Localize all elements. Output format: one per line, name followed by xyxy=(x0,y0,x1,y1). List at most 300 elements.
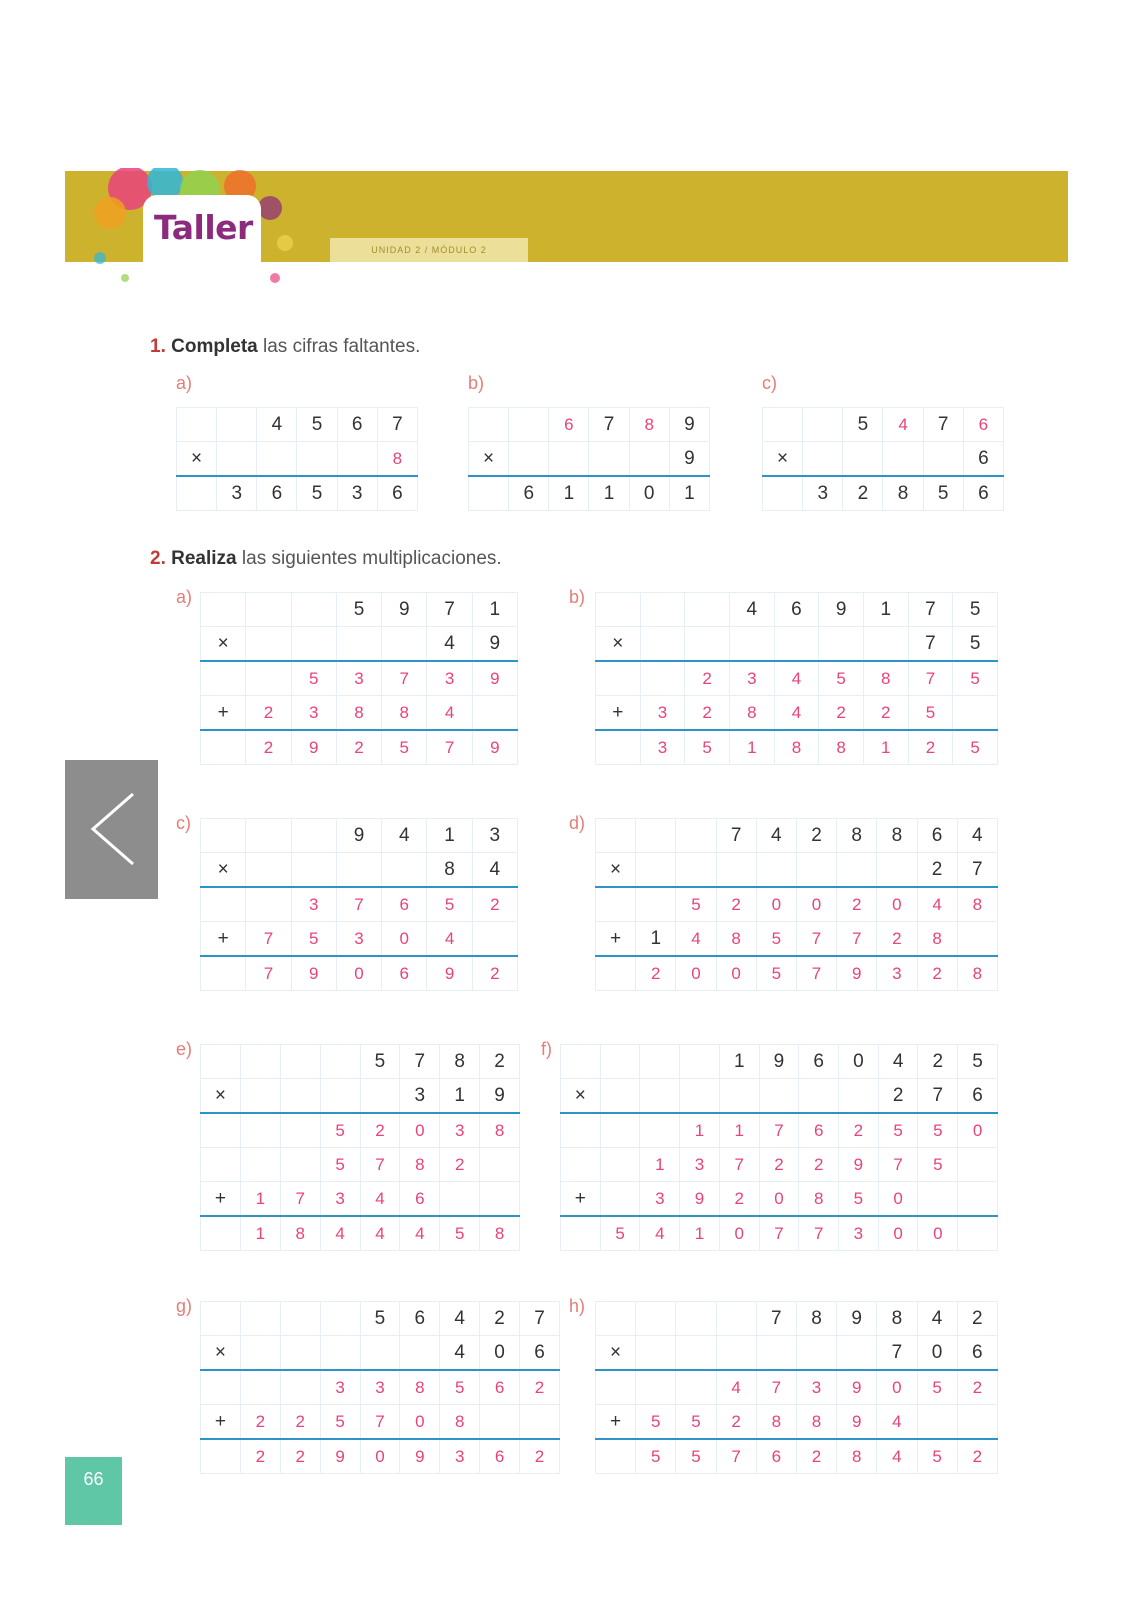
answer-digit[interactable]: 9 xyxy=(680,1182,720,1217)
answer-digit[interactable] xyxy=(520,1405,560,1440)
answer-digit[interactable]: 8 xyxy=(440,1405,480,1440)
digit-cell xyxy=(336,853,381,888)
multiply-sign: × xyxy=(596,1336,636,1371)
answer-digit[interactable] xyxy=(600,1148,640,1182)
answer-digit[interactable]: 7 xyxy=(716,1439,756,1474)
answer-digit[interactable]: 5 xyxy=(676,1405,716,1440)
grid-row xyxy=(201,1439,560,1474)
answer-digit[interactable]: 5 xyxy=(382,730,427,765)
answer-digit[interactable]: 2 xyxy=(520,1439,560,1474)
answer-digit[interactable]: 0 xyxy=(676,956,716,991)
answer-digit[interactable]: 8 xyxy=(957,887,997,922)
answer-digit[interactable]: 4 xyxy=(774,661,819,696)
digit-cell xyxy=(883,442,923,477)
digit-cell xyxy=(217,408,257,442)
digit-cell xyxy=(600,1045,640,1079)
answer-digit[interactable]: 2 xyxy=(472,887,517,922)
answer-digit[interactable]: 0 xyxy=(796,887,836,922)
digit-cell xyxy=(561,1045,601,1079)
answer-digit[interactable] xyxy=(958,1148,998,1182)
answer-digit[interactable]: 2 xyxy=(863,696,908,731)
grid-row xyxy=(201,1336,560,1371)
answer-digit[interactable]: 4 xyxy=(676,922,716,957)
answer-digit[interactable]: 1 xyxy=(240,1216,280,1251)
answer-digit[interactable]: 3 xyxy=(291,696,336,731)
answer-digit[interactable]: 0 xyxy=(400,1405,440,1440)
answer-digit[interactable]: 8 xyxy=(377,442,417,477)
answer-digit[interactable]: 8 xyxy=(400,1370,440,1405)
digit-cell: 1 xyxy=(589,476,629,511)
digit-cell: 3 xyxy=(472,819,517,853)
answer-digit[interactable] xyxy=(246,661,291,696)
digit-cell xyxy=(320,1045,360,1079)
answer-digit[interactable]: 0 xyxy=(400,1113,440,1148)
answer-digit[interactable]: 0 xyxy=(878,1216,918,1251)
answer-digit[interactable]: 5 xyxy=(291,661,336,696)
answer-digit[interactable] xyxy=(917,1405,957,1440)
answer-digit[interactable] xyxy=(472,696,517,731)
answer-digit[interactable]: 2 xyxy=(280,1405,320,1440)
answer-digit[interactable] xyxy=(280,1370,320,1405)
answer-digit[interactable] xyxy=(600,1113,640,1148)
answer-digit[interactable]: 2 xyxy=(877,922,917,957)
digit-cell xyxy=(469,476,509,511)
answer-digit[interactable]: 4 xyxy=(400,1216,440,1251)
answer-digit[interactable]: 8 xyxy=(480,1113,520,1148)
answer-digit[interactable]: 5 xyxy=(756,956,796,991)
digit-cell xyxy=(680,1079,720,1114)
answer-digit[interactable] xyxy=(918,1182,958,1217)
answer-digit[interactable] xyxy=(240,1148,280,1182)
answer-digit[interactable]: 5 xyxy=(291,922,336,957)
digit-cell: 0 xyxy=(629,476,669,511)
answer-digit[interactable]: 5 xyxy=(918,1148,958,1182)
answer-digit[interactable]: 8 xyxy=(819,730,864,765)
answer-digit[interactable]: 2 xyxy=(520,1370,560,1405)
answer-digit[interactable]: 8 xyxy=(400,1148,440,1182)
answer-digit[interactable]: 2 xyxy=(360,1113,400,1148)
answer-digit[interactable]: 3 xyxy=(680,1148,720,1182)
digit-cell: 2 xyxy=(957,1302,997,1336)
answer-digit[interactable]: 2 xyxy=(246,730,291,765)
answer-digit[interactable]: 5 xyxy=(676,887,716,922)
answer-digit[interactable]: 4 xyxy=(877,1439,917,1474)
answer-digit[interactable]: 5 xyxy=(839,1182,879,1217)
page-title: Taller xyxy=(154,208,253,247)
digit-cell: 9 xyxy=(759,1045,799,1079)
multiply-sign: × xyxy=(763,442,803,477)
digit-cell xyxy=(640,1079,680,1114)
plus-sign: + xyxy=(201,1182,241,1217)
answer-digit[interactable]: 3 xyxy=(839,1216,879,1251)
digit-cell xyxy=(177,408,217,442)
answer-digit[interactable]: 2 xyxy=(719,1182,759,1217)
answer-digit[interactable] xyxy=(600,1182,640,1217)
answer-digit[interactable]: 3 xyxy=(427,661,472,696)
answer-digit[interactable]: 8 xyxy=(863,661,908,696)
ex1-multiplication-grid xyxy=(762,407,1004,511)
answer-digit[interactable]: 8 xyxy=(799,1182,839,1217)
answer-digit[interactable]: 5 xyxy=(756,922,796,957)
digit-cell xyxy=(843,442,883,477)
answer-digit[interactable]: 7 xyxy=(719,1148,759,1182)
answer-digit[interactable]: 1 xyxy=(680,1216,720,1251)
answer-digit[interactable]: 3 xyxy=(877,956,917,991)
answer-digit[interactable]: 2 xyxy=(240,1405,280,1440)
answer-digit[interactable]: 3 xyxy=(320,1370,360,1405)
answer-digit[interactable] xyxy=(480,1182,520,1217)
answer-digit[interactable]: 2 xyxy=(440,1148,480,1182)
answer-digit[interactable]: 8 xyxy=(280,1216,320,1251)
answer-digit[interactable] xyxy=(640,661,685,696)
answer-digit[interactable]: 5 xyxy=(908,696,953,731)
answer-digit[interactable]: 5 xyxy=(600,1216,640,1251)
multiply-sign: × xyxy=(201,627,246,662)
digit-cell: 9 xyxy=(819,593,864,627)
answer-digit[interactable]: 9 xyxy=(400,1439,440,1474)
answer-digit[interactable]: 9 xyxy=(839,1148,879,1182)
answer-digit[interactable]: 2 xyxy=(819,696,864,731)
digit-cell xyxy=(799,1079,839,1114)
answer-digit[interactable]: 3 xyxy=(796,1370,836,1405)
answer-digit[interactable]: 7 xyxy=(759,1113,799,1148)
digit-cell xyxy=(596,819,636,853)
digit-cell xyxy=(685,627,730,662)
answer-digit[interactable]: 0 xyxy=(382,922,427,957)
answer-digit[interactable]: 5 xyxy=(320,1148,360,1182)
answer-digit[interactable]: 6 xyxy=(549,408,589,442)
answer-digit[interactable]: 3 xyxy=(640,696,685,731)
answer-digit[interactable]: 8 xyxy=(382,696,427,731)
answer-digit[interactable]: 0 xyxy=(877,1370,917,1405)
answer-digit[interactable]: 0 xyxy=(716,956,756,991)
answer-digit[interactable]: 2 xyxy=(917,956,957,991)
digit-cell xyxy=(177,476,217,511)
answer-digit[interactable]: 9 xyxy=(472,730,517,765)
exercise-2-text: las siguientes multiplicaciones. xyxy=(241,548,502,569)
answer-digit[interactable]: 1 xyxy=(719,1113,759,1148)
answer-digit[interactable]: 2 xyxy=(837,887,877,922)
answer-digit[interactable]: 9 xyxy=(291,956,336,991)
digit-cell xyxy=(509,408,549,442)
answer-digit[interactable]: 2 xyxy=(246,696,291,731)
answer-digit[interactable]: 4 xyxy=(360,1216,400,1251)
answer-digit[interactable]: 0 xyxy=(877,887,917,922)
answer-digit[interactable]: 2 xyxy=(759,1148,799,1182)
digit-cell: 6 xyxy=(958,1079,998,1114)
answer-digit[interactable]: 2 xyxy=(839,1113,879,1148)
answer-digit[interactable]: 6 xyxy=(756,1439,796,1474)
answer-digit[interactable]: 6 xyxy=(382,956,427,991)
answer-digit[interactable]: 9 xyxy=(837,1370,877,1405)
answer-digit[interactable]: 3 xyxy=(336,661,381,696)
ex1-multiplication-grid xyxy=(176,407,418,511)
answer-digit[interactable]: 8 xyxy=(957,956,997,991)
digit-cell: 5 xyxy=(953,593,998,627)
answer-digit[interactable] xyxy=(953,696,998,731)
digit-cell: 1 xyxy=(440,1079,480,1114)
answer-digit[interactable]: 5 xyxy=(819,661,864,696)
answer-digit[interactable]: 5 xyxy=(917,1370,957,1405)
answer-digit[interactable]: 8 xyxy=(756,1405,796,1440)
grid-row xyxy=(596,627,998,662)
answer-digit[interactable]: 5 xyxy=(320,1405,360,1440)
answer-digit[interactable]: 5 xyxy=(917,1439,957,1474)
digit-cell: 8 xyxy=(837,819,877,853)
answer-digit[interactable] xyxy=(957,922,997,957)
answer-digit[interactable]: 9 xyxy=(837,1405,877,1440)
answer-digit[interactable]: 3 xyxy=(336,922,381,957)
answer-digit[interactable]: 8 xyxy=(629,408,669,442)
exercise-1-text: las cifras faltantes. xyxy=(263,336,421,357)
digit-cell xyxy=(636,1336,676,1371)
answer-digit[interactable]: 2 xyxy=(472,956,517,991)
answer-digit[interactable]: 6 xyxy=(480,1370,520,1405)
answer-digit[interactable]: 4 xyxy=(877,1405,917,1440)
exercise-2-verb: Realiza xyxy=(171,548,237,569)
grid-row xyxy=(177,408,418,442)
answer-digit[interactable]: 7 xyxy=(360,1405,400,1440)
answer-digit[interactable]: 2 xyxy=(799,1148,839,1182)
answer-digit[interactable]: 6 xyxy=(480,1439,520,1474)
answer-digit[interactable] xyxy=(440,1182,480,1217)
digit-cell: 4 xyxy=(917,1302,957,1336)
digit-cell: 4 xyxy=(472,853,517,888)
answer-digit[interactable]: 5 xyxy=(918,1113,958,1148)
answer-digit[interactable]: 7 xyxy=(837,922,877,957)
digit-cell xyxy=(291,819,336,853)
answer-digit[interactable] xyxy=(480,1148,520,1182)
grid-row xyxy=(201,1405,560,1440)
answer-digit[interactable]: 0 xyxy=(719,1216,759,1251)
answer-digit[interactable]: 8 xyxy=(729,696,774,731)
answer-digit[interactable]: 2 xyxy=(336,730,381,765)
answer-digit[interactable] xyxy=(636,887,676,922)
answer-digit[interactable]: 4 xyxy=(427,696,472,731)
answer-digit[interactable]: 5 xyxy=(320,1113,360,1148)
ex2-multiplication-grid xyxy=(560,1044,998,1251)
digit-cell xyxy=(201,1302,241,1336)
answer-digit[interactable]: 4 xyxy=(917,887,957,922)
answer-digit[interactable]: 8 xyxy=(917,922,957,957)
answer-digit[interactable]: 7 xyxy=(280,1182,320,1217)
answer-digit[interactable] xyxy=(676,1370,716,1405)
answer-digit[interactable] xyxy=(640,1113,680,1148)
exercise-1-instruction xyxy=(150,336,420,358)
answer-digit[interactable]: 1 xyxy=(729,730,774,765)
answer-digit[interactable]: 9 xyxy=(837,956,877,991)
answer-digit[interactable]: 3 xyxy=(360,1370,400,1405)
answer-digit[interactable] xyxy=(240,1370,280,1405)
answer-digit[interactable] xyxy=(472,922,517,957)
answer-digit[interactable]: 7 xyxy=(908,661,953,696)
digit-cell xyxy=(685,593,730,627)
answer-digit[interactable]: 7 xyxy=(878,1148,918,1182)
multiply-sign: × xyxy=(201,1336,241,1371)
answer-digit[interactable]: 3 xyxy=(640,1182,680,1217)
answer-digit[interactable]: 6 xyxy=(382,887,427,922)
digit-cell xyxy=(837,1336,877,1371)
answer-digit[interactable]: 0 xyxy=(759,1182,799,1217)
answer-digit[interactable]: 6 xyxy=(963,408,1003,442)
answer-digit[interactable]: 3 xyxy=(440,1113,480,1148)
answer-digit[interactable]: 7 xyxy=(360,1148,400,1182)
grid-row xyxy=(596,661,998,696)
ex2-multiplication-grid xyxy=(200,1044,520,1251)
plus-sign: + xyxy=(561,1182,601,1217)
answer-digit[interactable] xyxy=(480,1405,520,1440)
answer-digit[interactable]: 4 xyxy=(716,1370,756,1405)
digit-cell: 1 xyxy=(636,922,676,957)
answer-digit[interactable] xyxy=(636,1370,676,1405)
answer-digit[interactable] xyxy=(280,1148,320,1182)
answer-digit[interactable] xyxy=(958,1182,998,1217)
digit-cell xyxy=(201,593,246,627)
digit-cell: 6 xyxy=(774,593,819,627)
answer-digit[interactable]: 1 xyxy=(680,1113,720,1148)
multiply-sign: × xyxy=(177,442,217,477)
answer-digit[interactable]: 2 xyxy=(280,1439,320,1474)
answer-digit[interactable]: 4 xyxy=(640,1216,680,1251)
digit-cell xyxy=(796,1336,836,1371)
answer-digit[interactable]: 6 xyxy=(400,1182,440,1217)
answer-digit[interactable]: 1 xyxy=(863,730,908,765)
digit-cell xyxy=(819,627,864,662)
answer-digit[interactable]: 7 xyxy=(796,922,836,957)
answer-digit[interactable]: 9 xyxy=(427,956,472,991)
answer-digit[interactable]: 7 xyxy=(756,1370,796,1405)
previous-page-button[interactable] xyxy=(65,760,158,899)
answer-digit[interactable]: 5 xyxy=(953,730,998,765)
ex2-multiplication-grid xyxy=(595,592,998,765)
answer-digit[interactable]: 8 xyxy=(774,730,819,765)
answer-digit[interactable]: 7 xyxy=(427,730,472,765)
answer-digit[interactable]: 2 xyxy=(685,661,730,696)
answer-digit[interactable]: 4 xyxy=(320,1216,360,1251)
answer-digit[interactable]: 7 xyxy=(246,922,291,957)
digit-cell: 9 xyxy=(336,819,381,853)
answer-digit[interactable]: 0 xyxy=(336,956,381,991)
answer-digit[interactable]: 7 xyxy=(382,661,427,696)
answer-digit[interactable]: 0 xyxy=(360,1439,400,1474)
digit-cell: 6 xyxy=(963,476,1003,511)
answer-digit[interactable]: 2 xyxy=(908,730,953,765)
digit-cell xyxy=(676,1302,716,1336)
answer-digit[interactable] xyxy=(240,1113,280,1148)
answer-digit[interactable] xyxy=(957,1405,997,1440)
answer-digit[interactable]: 0 xyxy=(878,1182,918,1217)
digit-cell xyxy=(320,1336,360,1371)
answer-digit[interactable]: 2 xyxy=(716,887,756,922)
digit-cell xyxy=(280,1302,320,1336)
answer-digit[interactable]: 1 xyxy=(640,1148,680,1182)
answer-digit[interactable]: 2 xyxy=(957,1439,997,1474)
grid-row xyxy=(469,408,710,442)
digit-cell xyxy=(280,1336,320,1371)
answer-digit[interactable]: 5 xyxy=(636,1405,676,1440)
digit-cell: 3 xyxy=(217,476,257,511)
answer-digit[interactable]: 7 xyxy=(799,1216,839,1251)
answer-digit[interactable]: 4 xyxy=(427,922,472,957)
grid-row xyxy=(561,1216,998,1251)
answer-digit[interactable]: 9 xyxy=(291,730,336,765)
answer-digit[interactable]: 9 xyxy=(472,661,517,696)
answer-digit[interactable]: 2 xyxy=(957,1370,997,1405)
answer-digit[interactable]: 5 xyxy=(685,730,730,765)
answer-digit[interactable]: 4 xyxy=(883,408,923,442)
answer-digit[interactable]: 7 xyxy=(246,956,291,991)
answer-digit[interactable]: 0 xyxy=(958,1113,998,1148)
answer-digit[interactable]: 8 xyxy=(480,1216,520,1251)
answer-digit[interactable]: 6 xyxy=(799,1113,839,1148)
answer-digit[interactable] xyxy=(246,887,291,922)
answer-digit[interactable]: 2 xyxy=(796,1439,836,1474)
answer-digit[interactable]: 1 xyxy=(240,1182,280,1217)
digit-cell: 6 xyxy=(520,1336,560,1371)
answer-digit[interactable]: 2 xyxy=(716,1405,756,1440)
answer-digit[interactable]: 8 xyxy=(837,1439,877,1474)
digit-cell xyxy=(382,627,427,662)
answer-digit[interactable]: 3 xyxy=(729,661,774,696)
digit-cell xyxy=(360,1336,400,1371)
answer-digit[interactable]: 8 xyxy=(796,1405,836,1440)
answer-digit[interactable]: 8 xyxy=(716,922,756,957)
answer-digit[interactable]: 5 xyxy=(427,887,472,922)
grid-row xyxy=(201,593,518,627)
answer-digit[interactable]: 2 xyxy=(636,956,676,991)
answer-digit[interactable]: 3 xyxy=(440,1439,480,1474)
digit-cell: 7 xyxy=(589,408,629,442)
answer-digit[interactable]: 4 xyxy=(360,1182,400,1217)
digit-cell xyxy=(729,627,774,662)
digit-cell xyxy=(217,442,257,477)
digit-cell: 6 xyxy=(400,1302,440,1336)
digit-cell xyxy=(257,442,297,477)
answer-digit[interactable]: 5 xyxy=(676,1439,716,1474)
digit-cell xyxy=(640,593,685,627)
answer-digit[interactable] xyxy=(958,1216,998,1251)
answer-digit[interactable]: 3 xyxy=(291,887,336,922)
digit-cell: 6 xyxy=(957,1336,997,1371)
answer-digit[interactable]: 5 xyxy=(440,1370,480,1405)
answer-digit[interactable]: 0 xyxy=(918,1216,958,1251)
answer-digit[interactable]: 2 xyxy=(240,1439,280,1474)
digit-cell: 4 xyxy=(440,1336,480,1371)
answer-digit[interactable]: 7 xyxy=(336,887,381,922)
answer-digit[interactable]: 7 xyxy=(796,956,836,991)
answer-digit[interactable]: 0 xyxy=(756,887,796,922)
digit-cell xyxy=(246,819,291,853)
plus-sign: + xyxy=(596,696,641,731)
digit-cell xyxy=(201,1216,241,1251)
answer-digit[interactable]: 7 xyxy=(759,1216,799,1251)
digit-cell xyxy=(320,1079,360,1114)
answer-digit[interactable]: 5 xyxy=(878,1113,918,1148)
answer-digit[interactable] xyxy=(280,1113,320,1148)
answer-digit[interactable]: 3 xyxy=(640,730,685,765)
answer-digit[interactable]: 5 xyxy=(953,661,998,696)
answer-digit[interactable]: 5 xyxy=(440,1216,480,1251)
digit-cell xyxy=(716,1302,756,1336)
answer-digit[interactable]: 2 xyxy=(685,696,730,731)
answer-digit[interactable]: 8 xyxy=(336,696,381,731)
answer-digit[interactable]: 3 xyxy=(320,1182,360,1217)
answer-digit[interactable]: 4 xyxy=(774,696,819,731)
plus-sign: + xyxy=(596,922,636,957)
answer-digit[interactable]: 5 xyxy=(636,1439,676,1474)
answer-digit[interactable]: 9 xyxy=(320,1439,360,1474)
ex2-item-label: g) xyxy=(176,1296,193,1316)
